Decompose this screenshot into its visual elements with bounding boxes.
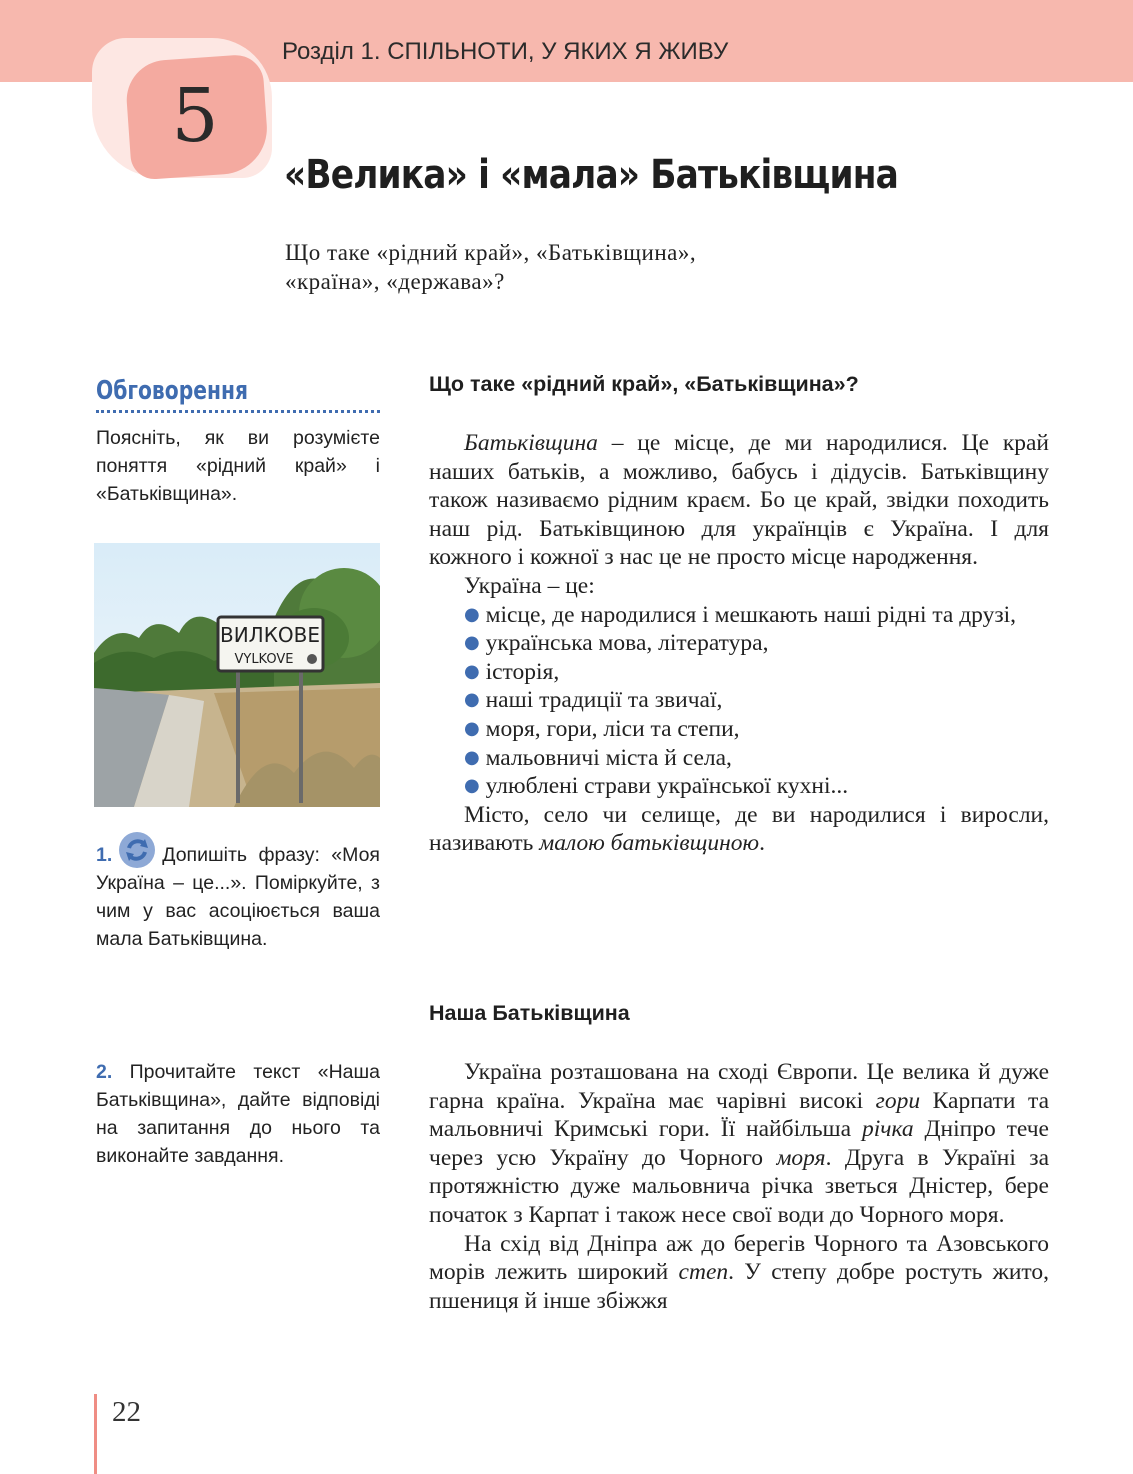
vylkove-sign-photo (94, 543, 380, 807)
section-title: Розділ 1. СПІЛЬНОТИ, У ЯКИХ Я ЖИВУ (282, 38, 729, 65)
s2-p2-italic-1: степ (678, 1259, 729, 1286)
section-1-p3-text: Місто, село чи селище, де ви народилися і виросли, називають (429, 801, 1049, 857)
list-item-text: історія, (485, 658, 560, 685)
task-1-number: 1. (96, 844, 113, 866)
list-item-text: улюблені страви української кухні... (485, 773, 849, 800)
section-1-heading: Що таке «рідний край», «Батьківщина»? (429, 372, 859, 396)
list-item (429, 772, 1049, 801)
list-item-text: місце, де народилися і мешкають наші рідні та друзі, (485, 601, 1017, 628)
list-item-text: українська мова, література, (485, 630, 769, 657)
ukraine-list (429, 601, 1049, 801)
sync-icon (118, 831, 156, 869)
s2-p1-text-2: Карпати та мальовничі Кримські гори. Її найбільша (429, 1087, 1049, 1143)
discussion-prompt: Поясніть, як ви розумієте поняття «рідний край» і «Батьківщина». (96, 427, 380, 505)
intro-line-1: Що таке «рідний край», «Батьківщина», (285, 240, 697, 265)
term-batkivshchyna: Батьківщина (464, 430, 598, 456)
s2-p1-italic-3: моря (776, 1144, 826, 1171)
discussion-heading: Обговорення (96, 376, 249, 406)
section-1-paragraph-1 (429, 429, 1049, 572)
bullet-icon: ● (464, 632, 480, 654)
section-1-p3-end: . (759, 830, 765, 857)
bullet-icon: ● (464, 603, 480, 625)
bullet-icon: ● (464, 660, 480, 682)
section-2-paragraph-2 (429, 1230, 1049, 1316)
list-item-text: моря, гори, ліси та степи, (485, 715, 740, 742)
page-title: «Велика» і «мала» Батьківщина (284, 152, 898, 198)
s2-p1-italic-1: гори (875, 1087, 921, 1114)
page-number: 22 (112, 1396, 141, 1428)
s2-p1-text-3: Дніпро тече через усю Україну до Чорного (429, 1116, 1049, 1171)
list-item (429, 744, 1049, 773)
intro-question (285, 238, 885, 296)
section-1-paragraph-3 (429, 801, 1049, 858)
section-1-body (429, 429, 1049, 858)
section-1-paragraph-2: Україна – це: (464, 572, 595, 599)
bullet-icon: ● (464, 775, 480, 797)
term-mala-batkivshchyna: малою батьківщиною (539, 830, 760, 857)
s2-p1-italic-2: річка (861, 1116, 914, 1143)
s2-p2-text-1: На схід від Дніпра аж до берегів Чорного та Азовського морів лежить широкий (429, 1230, 1049, 1286)
bullet-icon: ● (464, 689, 480, 711)
s2-p1-text-1: Україна розташована на сході Європи. Це велика й дуже гарна країна. Україна має чарівні високі (429, 1059, 1049, 1114)
section-2-body (429, 1058, 1049, 1315)
sign-text-latin: VYLKOVE (234, 652, 294, 667)
list-item-text: мальовничі міста й села, (485, 744, 732, 771)
sign-text-cyrillic: ВИЛКОВЕ (219, 623, 321, 647)
bullet-icon: ● (464, 746, 480, 768)
s2-p1-text-4: . Друга в Україні за протяжністю дуже мальовнича річка зветься Дністер, бере початок з Карпат і також несе свої води до Чорного моря. (429, 1144, 1049, 1228)
task-2 (96, 1058, 380, 1170)
list-item (429, 601, 1049, 630)
list-item (429, 658, 1049, 687)
discussion-divider (96, 410, 380, 413)
task-1-text: Допишіть фразу: «Моя Україна – це...». Поміркуйте, з чим у вас асоціюється ваша мала Батьківщина. (96, 844, 380, 950)
s2-p2-text-2: . У степу добре ростуть жито, пшениця й інше збіжжя (429, 1259, 1049, 1314)
task-2-text: Прочитайте текст «Наша Батьківщина», дайте відповіді на запитання до нього та виконайте завдання. (96, 1061, 381, 1167)
lesson-number: 5 (171, 73, 219, 159)
list-item (429, 715, 1049, 744)
bullet-icon: ● (464, 717, 480, 739)
list-item (429, 629, 1049, 658)
task-1 (96, 831, 380, 953)
photo-illustration (94, 543, 380, 807)
section-1-p1-text: – це місце, де ми народилися. Це край наших батьків, а можливо, бабусь і дідусів. Батьківщину також називаємо рідним краєм. Бо це край, звідки походить наш рід. Батьківщиною для українців є Україна. І для кожного і кожної з нас це не просто місце народження. (429, 430, 1049, 571)
intro-line-2: «країна», «держава»? (285, 269, 505, 294)
list-item (429, 686, 1049, 715)
section-2-paragraph-1 (429, 1058, 1049, 1230)
task-2-number: 2. (96, 1061, 113, 1083)
page-number-bar (94, 1394, 97, 1474)
section-2-heading: Наша Батьківщина (429, 1001, 630, 1025)
list-item-text: наші традиції та звичаї, (485, 687, 723, 714)
